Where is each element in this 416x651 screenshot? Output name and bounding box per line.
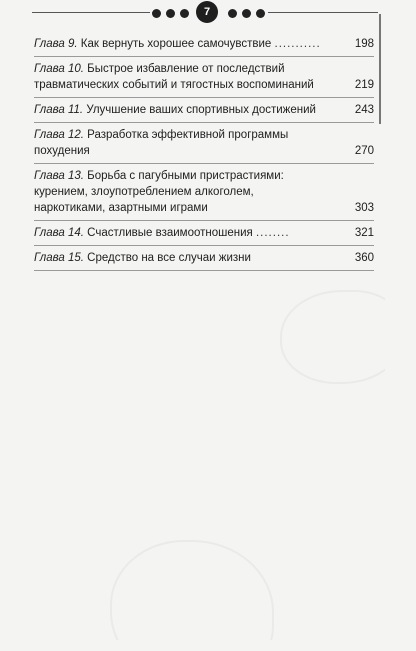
chapter-title: Быстрое избавление от последствий травматических событий и тягостных воспоминаний — [34, 63, 314, 91]
ornament-dot — [242, 9, 251, 18]
toc-entry — [34, 225, 374, 241]
toc-entry-title — [34, 168, 374, 216]
header-rule-right — [268, 12, 378, 13]
ornament-dot — [228, 9, 237, 18]
chapter-label: Глава 12. — [34, 129, 84, 141]
divider — [34, 220, 374, 221]
divider — [34, 163, 374, 164]
chapter-title: Разработка эффективной программы похудения — [34, 129, 289, 157]
divider — [34, 122, 374, 123]
divider — [34, 56, 374, 57]
divider — [34, 270, 374, 271]
table-of-contents — [34, 36, 374, 275]
toc-entry-title — [34, 225, 374, 241]
chapter-title: Улучшение ваших спортивных достижений — [86, 104, 316, 116]
toc-page-number: 303 — [354, 202, 374, 214]
ornament-dot — [166, 9, 175, 18]
toc-entry — [34, 61, 374, 93]
chapter-label: Глава 9. — [34, 38, 78, 50]
chapter-label: Глава 15. — [34, 252, 84, 264]
chapter-label: Глава 11. — [34, 104, 84, 116]
toc-entry-title — [34, 250, 374, 266]
bleed-through-background — [30, 240, 385, 640]
toc-entry-title — [34, 102, 374, 118]
toc-entry — [34, 168, 374, 216]
toc-page-number: 360 — [354, 252, 374, 264]
chapter-label: Глава 13. — [34, 170, 84, 182]
toc-page-number: 198 — [354, 38, 374, 50]
chapter-title: Как вернуть хорошее самочувствие — [80, 38, 272, 50]
toc-entry — [34, 127, 374, 159]
chapter-title: Борьба с пагубными пристрастиями: курением, злоупотреблением алкоголем, наркотиками, азартными играми — [34, 170, 284, 214]
side-rule — [379, 14, 381, 124]
toc-page-number: 219 — [354, 79, 374, 91]
ornament-dot — [180, 9, 189, 18]
leader-dots: ........... — [274, 38, 321, 50]
chapter-title: Счастливые взаимоотношения — [87, 227, 253, 239]
divider — [34, 97, 374, 98]
ornament-dot — [256, 9, 265, 18]
toc-entry — [34, 102, 374, 118]
toc-entry-title — [34, 127, 374, 159]
leader-dots: ........ — [255, 227, 290, 239]
chapter-label: Глава 14. — [34, 227, 84, 239]
toc-entry — [34, 36, 374, 52]
header-rule-left — [32, 12, 150, 13]
toc-entry-title — [34, 36, 374, 52]
bleed-through-illustration — [110, 540, 274, 640]
toc-page-number: 321 — [354, 227, 374, 239]
toc-entry-title — [34, 61, 374, 93]
toc-page-number: 243 — [354, 104, 374, 116]
ornament-dot — [152, 9, 161, 18]
divider — [34, 245, 374, 246]
toc-entry — [34, 250, 374, 266]
toc-page-number: 270 — [354, 145, 374, 157]
bleed-through-illustration — [280, 290, 385, 384]
chapter-label: Глава 10. — [34, 63, 84, 75]
page-number: 7 — [196, 1, 218, 23]
chapter-title: Средство на все случаи жизни — [87, 252, 251, 264]
